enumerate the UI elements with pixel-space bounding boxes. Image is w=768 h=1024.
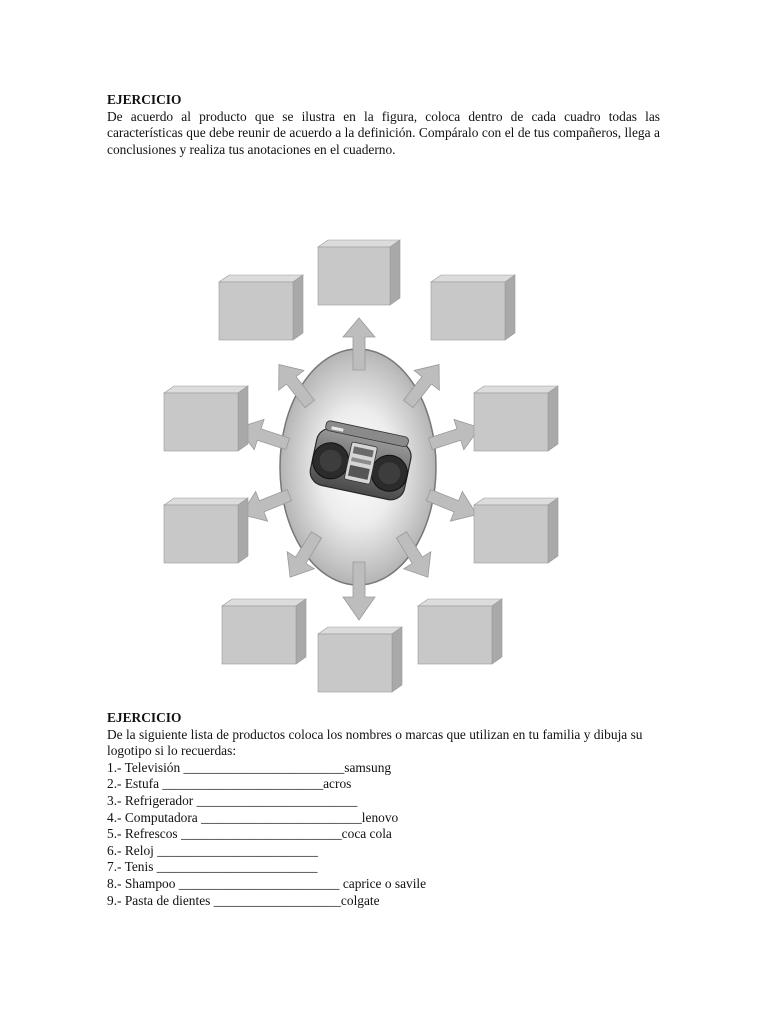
box-top-left bbox=[219, 275, 303, 340]
exercise-2-instructions: De la siguiente lista de productos coloca los nombres o marcas que utilizan en tu familia y dibuja su logotipo si lo recuerdas: bbox=[107, 726, 643, 759]
list-item: 1.- Televisión ________________________samsung bbox=[107, 759, 392, 775]
box-bottom-right bbox=[418, 599, 502, 664]
list-item: 6.- Reloj ________________________ bbox=[107, 842, 318, 858]
list-item: 3.- Refrigerador ________________________ bbox=[107, 792, 358, 808]
list-item: 7.- Tenis ________________________ bbox=[107, 859, 318, 875]
exercise-2-section bbox=[107, 710, 660, 909]
exercise-1-instructions: De acuerdo al producto que se ilustra en la figura, coloca dentro de cada cuadro todas las características que debe reunir de acuerdo a la definición. Compáralo con el de tus compañeros, llega a conclusiones y realiza tus anotaciones en el cuaderno. bbox=[107, 108, 660, 157]
exercise-2-heading: EJERCICIO bbox=[107, 710, 182, 725]
box-left-lower bbox=[164, 498, 248, 563]
box-top bbox=[318, 240, 400, 305]
list-item: 4.- Computadora ________________________lenovo bbox=[107, 809, 399, 825]
characteristics-diagram bbox=[150, 232, 570, 702]
list-item: 2.- Estufa ________________________acros bbox=[107, 776, 352, 792]
list-item: 8.- Shampoo ________________________ caprice o savile bbox=[107, 875, 427, 891]
list-item: 5.- Refrescos ________________________coca cola bbox=[107, 826, 392, 842]
box-bottom-left bbox=[222, 599, 306, 664]
box-right-upper bbox=[474, 386, 558, 451]
box-right-lower bbox=[474, 498, 558, 563]
box-top-right bbox=[431, 275, 515, 340]
list-item: 9.- Pasta de dientes ___________________colgate bbox=[107, 892, 380, 908]
exercise-1-section bbox=[107, 92, 660, 158]
diagram-svg bbox=[150, 232, 570, 702]
box-bottom bbox=[318, 627, 402, 692]
exercise-1-heading: EJERCICIO bbox=[107, 92, 182, 107]
product-brand-list bbox=[107, 760, 660, 909]
box-left-upper bbox=[164, 386, 248, 451]
